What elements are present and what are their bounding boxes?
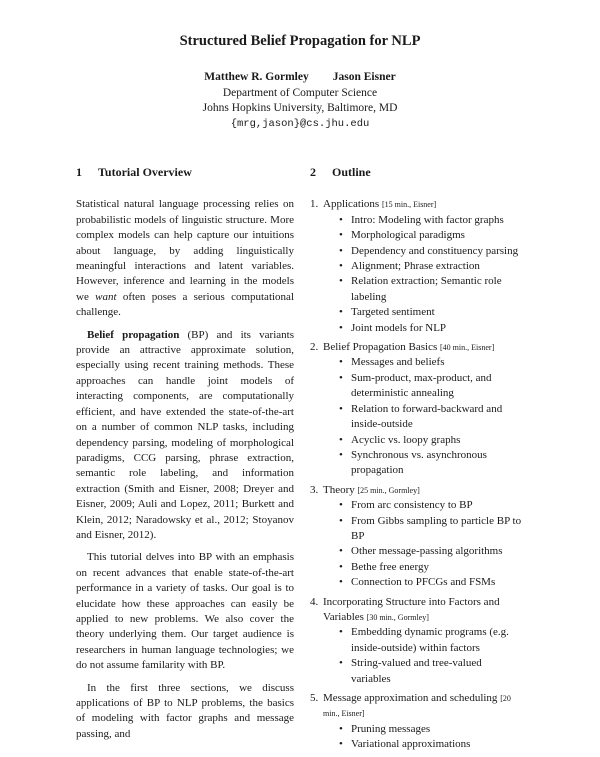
paragraph	[76, 328, 294, 544]
outline-item-meta: [15 min., Eisner]	[381, 200, 437, 210]
outline-item	[310, 483, 524, 591]
outline-subitem-text: Intro: Modeling with factor graphs	[351, 213, 504, 226]
section-title: Tutorial Overview	[98, 165, 192, 179]
paragraph-text: (BP) and its variants provide an attractive approximate solution, especially using recent training methods. These approaches can handle joint models of interacting components, are computationally efficient, and have extended the state-of-the-art on a number of common NLP tasks, including dependency parsing, modeling of morphological paradigms, CCG parsing, phrase extraction, semantic role labeling, and information extraction (Smith and Eisner, 2008; Dreyer and Eisner, 2009; Auli and Lopez, 2011; Burkett and Klein, 2012; Naradowsky et al., 2012; Stoyanov and Eisner, 2012).	[76, 328, 294, 541]
outline-sublist	[323, 625, 524, 687]
section-number: 1	[76, 165, 82, 179]
outline-subitem-text: Relation to forward-backward and inside-outside	[351, 402, 503, 431]
outline-subitem	[339, 228, 524, 243]
bullet-icon: •	[339, 402, 343, 415]
bullet-icon: •	[339, 356, 343, 369]
author-block	[0, 70, 600, 132]
left-column	[76, 165, 294, 749]
outline-subitem-text: Synchronous vs. asynchronous propagation	[351, 448, 487, 477]
outline-subitem	[339, 737, 524, 752]
bullet-icon: •	[339, 448, 343, 461]
bullet-icon: •	[339, 260, 343, 273]
bullet-icon: •	[339, 213, 343, 226]
email: {mrg,jason}@cs.jhu.edu	[230, 117, 370, 130]
outline-subitem	[339, 274, 524, 305]
outline-subitem	[339, 305, 524, 320]
affiliation: Department of Computer Science	[222, 86, 378, 99]
paragraph-text: often poses a serious computational challenge.	[76, 290, 294, 319]
outline-subitem	[339, 656, 524, 687]
author-names	[0, 70, 600, 86]
outline-subitem	[339, 544, 524, 559]
outline-subitem-text: Sum-product, max-product, and deterministic annealing	[351, 371, 492, 400]
bullet-icon: •	[339, 306, 343, 319]
bullet-icon: •	[339, 722, 343, 735]
outline-item-label: Theory	[323, 483, 355, 496]
outline-item-meta: [20 min., Eisner]	[323, 694, 511, 719]
outline-sublist	[323, 213, 524, 336]
outline-sublist	[323, 498, 524, 590]
outline-subitem-text: Morphological paradigms	[351, 229, 465, 242]
outline-subitem	[339, 560, 524, 575]
bullet-icon: •	[339, 626, 343, 639]
section-title: Outline	[332, 165, 371, 179]
bullet-icon: •	[339, 275, 343, 288]
outline-subitem	[339, 321, 524, 336]
author-name: Matthew R. Gormley	[204, 71, 309, 83]
outline-subitem-text: String-valued and tree-valued variables	[351, 657, 482, 685]
outline-subitem-text: Bethe free energy	[351, 560, 429, 573]
outline-subitem-text: From arc consistency to BP	[351, 499, 473, 512]
bullet-icon: •	[339, 244, 343, 257]
outline-item-number: 5.	[310, 692, 319, 704]
outline-item	[310, 691, 524, 753]
outline-subitem	[339, 244, 524, 259]
section-heading	[76, 165, 294, 180]
outline-item-number: 3.	[310, 483, 319, 496]
outline-item-number: 4.	[310, 595, 319, 608]
author-name: Jason Eisner	[332, 71, 396, 83]
paragraph-text: Statistical natural language processing relies on probabilistic models of linguistic structure. More complex models can help capture our intuitions about language, by adding linguistically meaningful interactions and latent variables. However, inference and learning in the models we	[76, 198, 294, 303]
outline-sublist	[323, 355, 524, 478]
outline-subitem-text: Targeted sentiment	[351, 306, 435, 319]
outline-subitem	[339, 259, 524, 274]
outline-subitem-text: Acyclic vs. loopy graphs	[351, 433, 461, 446]
outline-subitem-text: Alignment; Phrase extraction	[351, 260, 480, 273]
section-heading	[310, 165, 524, 180]
bullet-icon: •	[339, 371, 343, 384]
outline-subitem-text: Other message-passing algorithms	[351, 545, 503, 558]
university: Johns Hopkins University, Baltimore, MD	[202, 102, 398, 114]
bold-term: Belief propagation	[87, 328, 180, 341]
paragraph: In the first three sections, we discuss applications of BP to NLP problems, the basics of modeling with factor graphs and message passing, and	[76, 681, 294, 740]
outline-item-meta: [25 min., Gormley]	[357, 485, 420, 495]
outline-subitem-text: Variational approximations	[351, 738, 471, 751]
outline-item-number: 1.	[310, 198, 319, 211]
outline-subitem	[339, 514, 524, 545]
bullet-icon: •	[339, 514, 343, 527]
outline-item-label: Belief Propagation Basics	[323, 341, 438, 354]
bullet-icon: •	[339, 545, 343, 558]
outline-subitem	[339, 575, 524, 590]
outline-subitem	[339, 355, 524, 370]
outline-item	[310, 340, 524, 479]
outline-item-label: Message approximation and scheduling	[323, 692, 498, 704]
emphasis-text: want	[95, 290, 117, 303]
outline-item	[310, 197, 524, 336]
outline-subitem	[339, 402, 524, 433]
outline-subitem	[339, 498, 524, 513]
outline-item-meta: [30 min., Gormley]	[366, 612, 429, 622]
outline-subitem	[339, 625, 524, 656]
outline-item-label: Applications	[323, 198, 380, 211]
outline-subitem	[339, 213, 524, 228]
outline-subitem	[339, 371, 524, 402]
outline-item-meta: [40 min., Eisner]	[440, 343, 495, 353]
outline-subitem	[339, 448, 524, 479]
outline-subitem-text: Pruning messages	[351, 722, 431, 735]
outline-subitem-text: Dependency and constituency parsing	[351, 244, 519, 257]
outline-subitem	[339, 722, 524, 737]
outline-item-number: 2.	[310, 341, 319, 354]
outline-subitem-text: Joint models for NLP	[351, 321, 447, 334]
outline-subitem-text: Embedding dynamic programs (e.g. inside-outside) within factors	[351, 626, 509, 654]
paragraph: This tutorial delves into BP with an emphasis on recent advances that enable state-of-the-art performance in a variety of tasks. Our goal is to elucidate how these approaches can easily be applied to new problems. We also cover the theory underlying them. Our target audience is researchers in human language technologies; we do not assume familarity with BP.	[76, 551, 294, 672]
bullet-icon: •	[339, 321, 343, 334]
bullet-icon: •	[339, 738, 343, 751]
bullet-icon: •	[339, 499, 343, 512]
outline-item	[310, 595, 524, 687]
bullet-icon: •	[339, 657, 343, 670]
paragraph	[76, 197, 294, 320]
outline-subitem-text: Messages and beliefs	[351, 356, 445, 369]
bullet-icon: •	[339, 576, 343, 589]
outline-subitem	[339, 433, 524, 448]
bullet-icon: •	[339, 229, 343, 242]
outline-item-label: Incorporating Structure into Factors and Variables	[323, 595, 500, 623]
outline-subitem-text: Connection to PFCGs and FSMs	[351, 576, 496, 589]
outline-sublist	[323, 722, 524, 753]
right-column	[310, 165, 524, 757]
outline-subitem-text: From Gibbs sampling to particle BP to BP	[351, 514, 522, 542]
paper-title: Structured Belief Propagation for NLP	[179, 33, 421, 49]
bullet-icon: •	[339, 560, 343, 573]
outline-list	[310, 197, 524, 752]
bullet-icon: •	[339, 433, 343, 446]
outline-subitem-text: Relation extraction; Semantic role labeling	[351, 275, 502, 303]
section-number: 2	[310, 165, 316, 179]
